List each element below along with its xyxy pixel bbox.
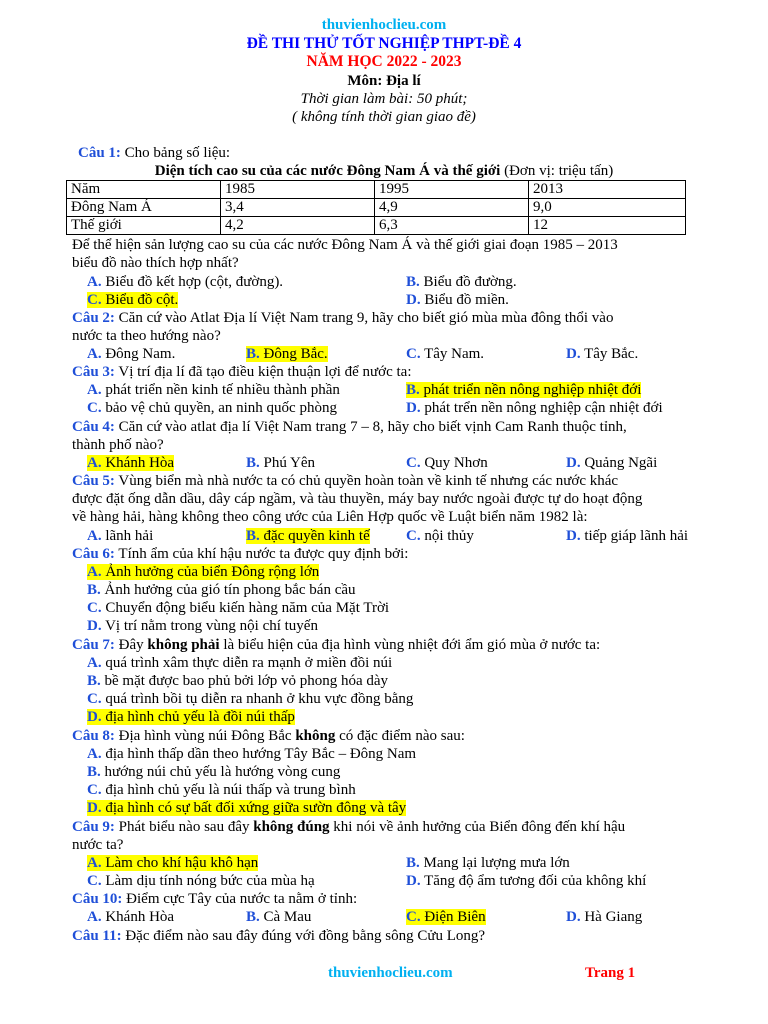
- table-row: [67, 217, 686, 235]
- option-b[interactable]: B. bề mặt được bao phủ bởi lớp vỏ phong hóa dày: [87, 673, 389, 689]
- option-b[interactable]: B. Phú Yên: [246, 455, 316, 471]
- table-row: [67, 199, 686, 217]
- table-cell: 3,4: [221, 199, 375, 217]
- option-d[interactable]: D. Vị trí nằm trong vùng nội chí tuyến: [87, 618, 318, 634]
- option-b[interactable]: B. Đông Bắc.: [246, 346, 328, 362]
- exam-year: NĂM HỌC 2022 - 2023: [306, 53, 462, 70]
- exam-title: ĐỀ THI THỬ TỐT NGHIỆP THPT-ĐỀ 4: [246, 35, 522, 52]
- question-11: Câu 11: Đặc điểm nào sau đây đúng với đồng bằng sông Cửu Long?: [72, 928, 486, 944]
- question-8: Câu 8: Địa hình vùng núi Đông Bắc không có đặc điểm nào sau:: [72, 728, 465, 744]
- option-a[interactable]: A. Khánh Hòa: [87, 909, 175, 925]
- site-header: [0, 16, 768, 34]
- exam-note: ( không tính thời gian giao đề): [292, 109, 476, 125]
- site-tld: .com: [415, 17, 447, 33]
- table-cell: 4,2: [221, 217, 375, 235]
- option-b[interactable]: B. Ảnh hưởng của gió tín phong bắc bán cầu: [87, 582, 356, 598]
- question-text: Cho bảng số liệu:: [124, 145, 231, 161]
- option-c[interactable]: C. Tây Nam.: [406, 346, 485, 362]
- option-a[interactable]: A. lãnh hải: [87, 528, 154, 544]
- question-text: được đặt ống dẫn dầu, dây cáp ngầm, và tàu thuyền, máy bay nước ngoài được tự do hoạt động: [72, 491, 643, 507]
- question-3: Câu 3: Vị trí địa lí đã tạo điều kiện thuận lợi để nước ta:: [72, 364, 412, 380]
- question-text: nước ta theo hướng nào?: [72, 328, 221, 344]
- option-d[interactable]: D. Quảng Ngãi: [566, 455, 658, 471]
- table-cell: Đông Nam Á: [67, 199, 221, 217]
- table-caption: [0, 162, 768, 180]
- table-cell: 1995: [375, 181, 529, 199]
- table-cell: 6,3: [375, 217, 529, 235]
- option-d[interactable]: D. địa hình có sự bất đối xứng giữa sườn đông và tây: [87, 800, 407, 816]
- question-text: về hàng hải, hàng không theo công ước của Liên Hợp quốc về Luật biển năm 1982 là:: [72, 509, 588, 525]
- table-cell: Năm: [67, 181, 221, 199]
- table-cell: 12: [529, 217, 686, 235]
- option-b[interactable]: B. đặc quyền kinh tế: [246, 528, 370, 544]
- question-text: thành phố nào?: [72, 437, 164, 453]
- table-cell: 1985: [221, 181, 375, 199]
- table-cell: 4,9: [375, 199, 529, 217]
- option-b[interactable]: B. Biểu đồ đường.: [406, 274, 517, 290]
- option-d[interactable]: D. Hà Giang: [566, 909, 643, 925]
- option-a[interactable]: A. phát triển nền kinh tế nhiều thành phần: [87, 382, 340, 398]
- site-name: thuvienhoclieu: [321, 17, 416, 33]
- footer-site: thuvienhoclieu.com: [328, 965, 453, 981]
- table-cell: 9,0: [529, 199, 686, 217]
- option-c[interactable]: C. Làm dịu tính nóng bức của mùa hạ: [87, 873, 315, 889]
- option-b[interactable]: B. phát triển nền nông nghiệp nhiệt đới: [406, 382, 642, 398]
- option-c[interactable]: C. địa hình chủ yếu là núi thấp và trung bình: [87, 782, 356, 798]
- exam-subject: Môn: Địa lí: [347, 73, 421, 89]
- question-10: Câu 10: Điểm cực Tây của nước ta nằm ở tỉnh:: [72, 891, 358, 907]
- option-c[interactable]: C. Quy Nhơn: [406, 455, 488, 471]
- option-d[interactable]: D. phát trển nền nông nghiệp cận nhiệt đới: [406, 400, 663, 416]
- option-c[interactable]: C. nội thủy: [406, 528, 474, 544]
- table-cell: 2013: [529, 181, 686, 199]
- option-a[interactable]: A. địa hình thấp dần theo hướng Tây Bắc – Đông Nam: [87, 746, 417, 762]
- question-1: [78, 144, 230, 162]
- question-7: Câu 7: Đây không phải là biểu hiện của địa hình vùng nhiệt đới ẩm gió mùa ở nước ta:: [72, 637, 601, 653]
- question-9: Câu 9: Phát biểu nào sau đây không đúng khi nói về ảnh hưởng của Biển đông đến khí hậu: [72, 819, 626, 835]
- question-2: Câu 2: Căn cứ vào Atlat Địa lí Việt Nam trang 9, hãy cho biết gió mùa mùa đông thổi vào: [72, 310, 614, 326]
- option-c[interactable]: C. Biểu đồ cột.: [87, 292, 179, 308]
- option-b[interactable]: B. Mang lại lượng mưa lớn: [406, 855, 570, 871]
- option-d[interactable]: D. địa hình chủ yếu là đồi núi thấp: [87, 709, 295, 725]
- option-c[interactable]: C. bảo vệ chủ quyền, an ninh quốc phòng: [87, 400, 337, 416]
- question-text: nước ta?: [72, 837, 124, 853]
- question-text: biểu đồ nào thích hợp nhất?: [72, 255, 239, 271]
- option-c[interactable]: C. Điện Biên: [406, 909, 486, 925]
- exam-time: Thời gian làm bài: 50 phút;: [300, 91, 468, 107]
- question-4: Câu 4: Căn cứ vào atlat địa lí Việt Nam trang 7 – 8, hãy cho biết vịnh Cam Ranh thuộc tỉnh,: [72, 419, 627, 435]
- table-title: Diện tích cao su của các nước Đông Nam Á và thế giới: [154, 163, 501, 179]
- table-row: [67, 181, 686, 199]
- option-d[interactable]: D. Tăng độ ẩm tương đối của không khí: [406, 873, 647, 889]
- option-a[interactable]: A. Làm cho khí hậu khô hạn: [87, 855, 259, 871]
- question-label: Câu 1:: [78, 145, 121, 161]
- option-c[interactable]: C. Chuyển động biểu kiến hàng năm của Mặt Trời: [87, 600, 390, 616]
- option-a[interactable]: A. Ảnh hưởng của biển Đông rộng lớn: [87, 564, 320, 580]
- table-unit: (Đơn vị: triệu tấn): [504, 163, 614, 179]
- question-6: Câu 6: Tính ẩm của khí hậu nước ta được quy định bởi:: [72, 546, 409, 562]
- option-c[interactable]: C. quá trình bồi tụ diễn ra nhanh ở khu vực đồng bằng: [87, 691, 414, 707]
- page-number: Trang 1: [585, 965, 636, 981]
- option-b[interactable]: B. Cà Mau: [246, 909, 312, 925]
- option-a[interactable]: A. Biểu đồ kết hợp (cột, đường).: [87, 274, 284, 290]
- question-5: Câu 5: Vùng biển mà nhà nước ta có chủ quyền hoàn toàn về kinh tế nhưng các nước khác: [72, 473, 619, 489]
- data-table: [66, 180, 686, 235]
- option-d[interactable]: D. Biểu đồ miền.: [406, 292, 509, 308]
- table-cell: Thế giới: [67, 217, 221, 235]
- option-a[interactable]: A. quá trình xâm thực diễn ra mạnh ở miền đồi núi: [87, 655, 393, 671]
- option-a[interactable]: A. Khánh Hòa: [87, 455, 175, 471]
- option-d[interactable]: D. tiếp giáp lãnh hải: [566, 528, 689, 544]
- option-d[interactable]: D. Tây Bắc.: [566, 346, 639, 362]
- option-b[interactable]: B. hướng núi chủ yếu là hướng vòng cung: [87, 764, 341, 780]
- question-text: Để thể hiện sản lượng cao su của các nước Đông Nam Á và thế giới giai đoạn 1985 – 2013: [72, 237, 618, 253]
- option-a[interactable]: A. Đông Nam.: [87, 346, 176, 362]
